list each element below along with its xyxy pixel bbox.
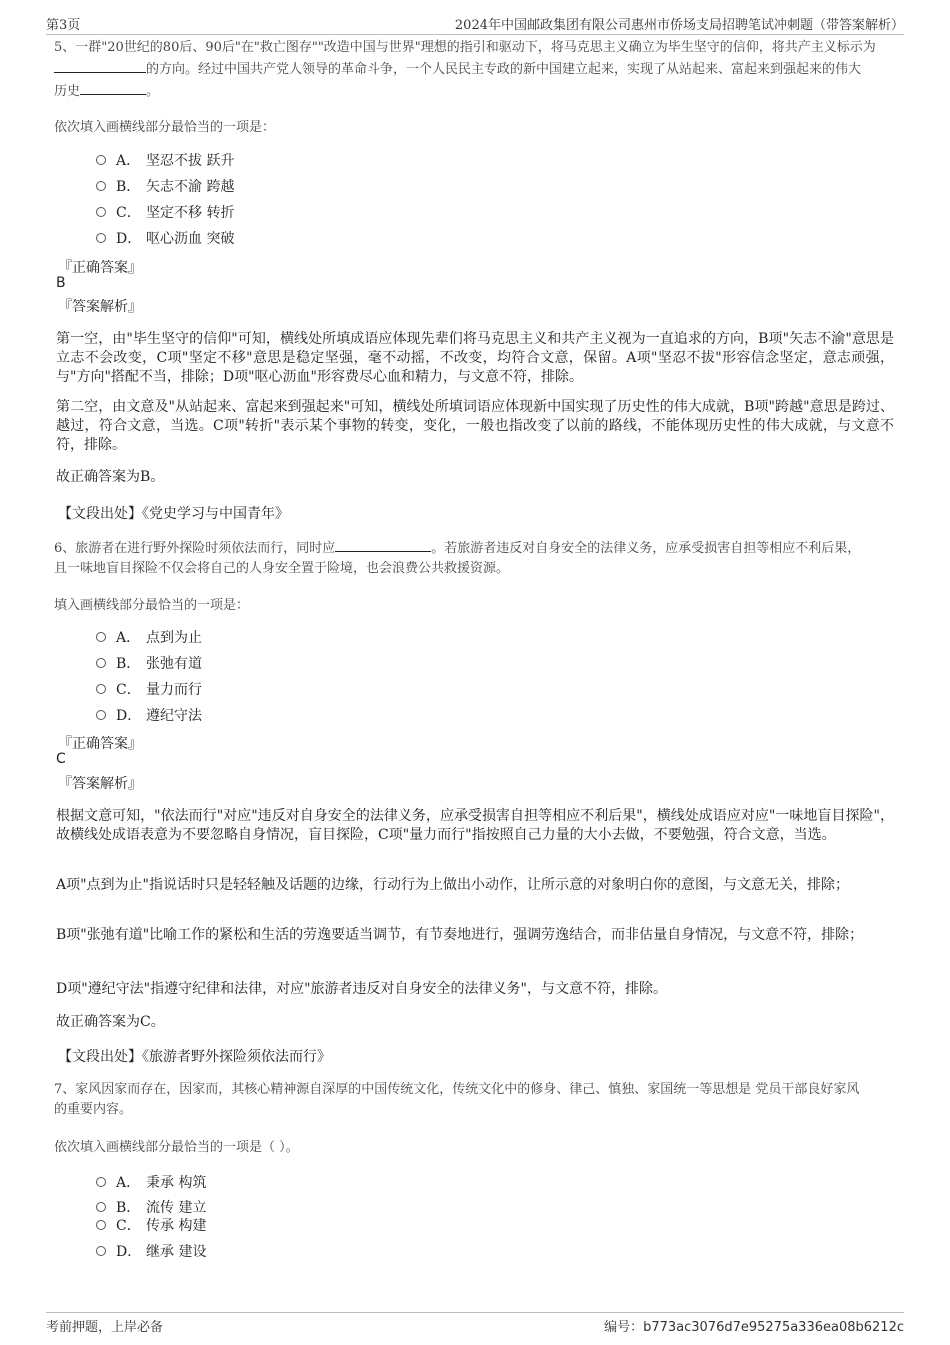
question-5-line-3 [54, 80, 894, 102]
radio-icon[interactable] [96, 684, 106, 694]
analysis-paragraph: B项"张弛有道"比喻工作的紧松和生活的劳逸要适当调节，有节奏地进行，强调劳逸结合，而非估量自身情况，与文意不符，排除； [56, 927, 864, 943]
radio-icon[interactable] [96, 658, 106, 668]
radio-icon[interactable] [96, 632, 106, 642]
question-7-option-b[interactable] [96, 1197, 206, 1217]
option-letter: A． [116, 630, 141, 646]
radio-icon[interactable] [96, 1202, 106, 1212]
option-letter: B． [116, 656, 141, 672]
correct-answer-value: C [56, 751, 66, 767]
question-6-line-2: 且一味地盲目探险不仅会将自己的人身安全置于险境，也会浪费公共救援资源。 [54, 561, 510, 576]
answer-blank [54, 58, 146, 73]
question-5-option-a[interactable] [96, 150, 234, 170]
option-text: 坚忍不拔 跃升 [146, 153, 235, 169]
question-5-line-1: 5、一群"20世纪的80后、90后"在"救亡图存""改造中国与世界"理想的指引和驱动下，将马克思主义确立为毕生坚守的信仰，将共产主义标示为 [54, 40, 876, 55]
question-7-line-1: 7、家风因家而存在，因家而，其核心精神源自深厚的中国传统文化，传统文化中的修身、律己、慎独、家国统一等思想是 党员干部良好家风 [54, 1082, 860, 1097]
option-letter: D． [116, 708, 142, 724]
option-letter: D． [116, 1244, 142, 1260]
question-7-option-d[interactable] [96, 1241, 206, 1261]
document-id-label: 编号： [604, 1320, 644, 1335]
radio-icon[interactable] [96, 155, 106, 165]
option-letter: B． [116, 179, 141, 195]
option-letter: D． [116, 231, 142, 247]
question-6-instruction: 填入画横线部分最恰当的一项是： [54, 598, 250, 613]
question-6-option-b[interactable] [96, 653, 202, 673]
question-7-option-c[interactable] [96, 1215, 206, 1235]
option-text: 呕心沥血 突破 [146, 231, 235, 247]
document-id [604, 1316, 904, 1335]
question-5-line-3-text: 历史 [54, 84, 81, 99]
question-6-option-a[interactable] [96, 627, 202, 647]
option-letter: B． [116, 1200, 141, 1216]
option-text: 张弛有道 [146, 656, 202, 672]
source-citation: 【文段出处】《党史学习与中国青年》 [58, 506, 289, 522]
question-5-line-2 [54, 58, 894, 80]
option-text: 传承 构建 [146, 1218, 207, 1234]
radio-icon[interactable] [96, 1220, 106, 1230]
option-letter: C． [116, 682, 141, 698]
radio-icon[interactable] [96, 181, 106, 191]
document-title: 2024年中国邮政集团有限公司惠州市侨场支局招聘笔试冲刺题（带答案解析） [454, 18, 904, 33]
radio-icon[interactable] [96, 710, 106, 720]
page-header [46, 14, 904, 35]
question-5-line-3-end: 。 [146, 84, 160, 99]
option-text: 遵纪守法 [146, 708, 202, 724]
page-footer [46, 1312, 904, 1338]
question-5-line-2-text: 的方向。经过中国共产党人领导的革命斗争，一个人民民主专政的新中国建立起来，实现了从站起来、富起来到强起来的伟大 [146, 62, 862, 77]
question-6-line-1-text: 6、旅游者在进行野外探险时须依法而行，同时应 [54, 541, 336, 556]
radio-icon[interactable] [96, 1246, 106, 1256]
correct-answer-label: 『正确答案』 [58, 736, 142, 752]
option-letter: C． [116, 205, 141, 221]
option-text: 量力而行 [146, 682, 202, 698]
question-7-stem [54, 1080, 894, 1120]
question-7-line-2: 的重要内容。 [54, 1102, 133, 1117]
analysis-paragraph: 第一空，由"毕生坚守的信仰"可知，横线处所填成语应体现先辈们将马克思主义和共产主义视为一直追求的方向，B项"矢志不渝"意思是立志不会改变，C项"坚定不移"意思是稳定坚强，毫不动摇，不改变，均符合文意，保留。A项"坚忍不拔"形容信念坚定，意志顽强，与"方向"搭配不当，排除；D项"呕心沥血"形容费尽心血和精力，与文意不符，排除。 [56, 331, 894, 385]
analysis-paragraph: 根据文意可知，"依法而行"对应"违反对自身安全的法律义务，应承受损害自担等相应不利后果"，横线处成语应对应"一味地盲目探险"，故横线处成语表意为不要忽略自身情况，盲目探险，C项"量力而行"指按照自己力量的大小去做，不要勉强，符合文意，当选。 [56, 808, 894, 843]
option-letter: C． [116, 1218, 141, 1234]
option-text: 流传 建立 [146, 1200, 207, 1216]
analysis-paragraph: A项"点到为止"指说话时只是轻轻触及话题的边缘，行动行为上做出小动作，让所示意的对象明白你的意图，与文意无关，排除； [56, 877, 849, 893]
correct-answer-label: 『正确答案』 [58, 260, 142, 276]
page-number: 第3页 [46, 18, 81, 33]
question-7-option-a[interactable] [96, 1172, 206, 1192]
question-5-option-d[interactable] [96, 228, 234, 248]
analysis-paragraph: 第二空，由文意及"从站起来、富起来到强起来"可知，横线处所填词语应体现新中国实现了历史性的伟大成就，B项"跨越"意思是跨过、越过，符合文意，当选。C项"转折"表示某个事物的转变，变化，一般也指改变了以前的路线，不能体现历史性的伟大成就，与文意不符，排除。 [56, 399, 894, 453]
radio-icon[interactable] [96, 207, 106, 217]
answer-blank [80, 80, 146, 95]
analysis-label: 『答案解析』 [58, 776, 142, 792]
option-text: 矢志不渝 跨越 [146, 179, 235, 195]
source-citation: 【文段出处】《旅游者野外探险须依法而行》 [58, 1049, 331, 1065]
question-5-option-c[interactable] [96, 202, 234, 222]
question-5-stem [54, 38, 894, 102]
radio-icon[interactable] [96, 1177, 106, 1187]
question-6-option-c[interactable] [96, 679, 202, 699]
question-5-option-b[interactable] [96, 176, 234, 196]
analysis-paragraph: 故正确答案为B。 [56, 469, 165, 485]
question-7-instruction: 依次填入画横线部分最恰当的一项是（ ）。 [54, 1140, 299, 1155]
radio-icon[interactable] [96, 233, 106, 243]
option-text: 继承 建设 [146, 1244, 207, 1260]
correct-answer-value: B [56, 275, 66, 291]
analysis-paragraph: D项"遵纪守法"指遵守纪律和法律，对应"旅游者违反对自身安全的法律义务"，与文意不符，排除。 [56, 981, 667, 997]
question-6-line-1-end: 。若旅游者违反对自身安全的法律义务，应承受损害自担等相应不利后果， [431, 541, 861, 556]
footer-slogan: 考前押题，上岸必备 [46, 1320, 164, 1335]
document-id-value: b773ac3076d7e95275a336ea08b6212c [643, 1320, 904, 1335]
option-text: 秉承 构筑 [146, 1175, 207, 1191]
question-6-option-d[interactable] [96, 705, 202, 725]
option-letter: A． [116, 153, 141, 169]
analysis-label: 『答案解析』 [58, 299, 142, 315]
option-letter: A． [116, 1175, 141, 1191]
analysis-paragraph: 故正确答案为C。 [56, 1014, 165, 1030]
option-text: 坚定不移 转折 [146, 205, 235, 221]
option-text: 点到为止 [146, 630, 202, 646]
answer-blank [335, 537, 431, 552]
question-6-line-1 [54, 537, 894, 559]
question-6-stem [54, 537, 894, 579]
question-5-instruction: 依次填入画横线部分最恰当的一项是： [54, 120, 276, 135]
